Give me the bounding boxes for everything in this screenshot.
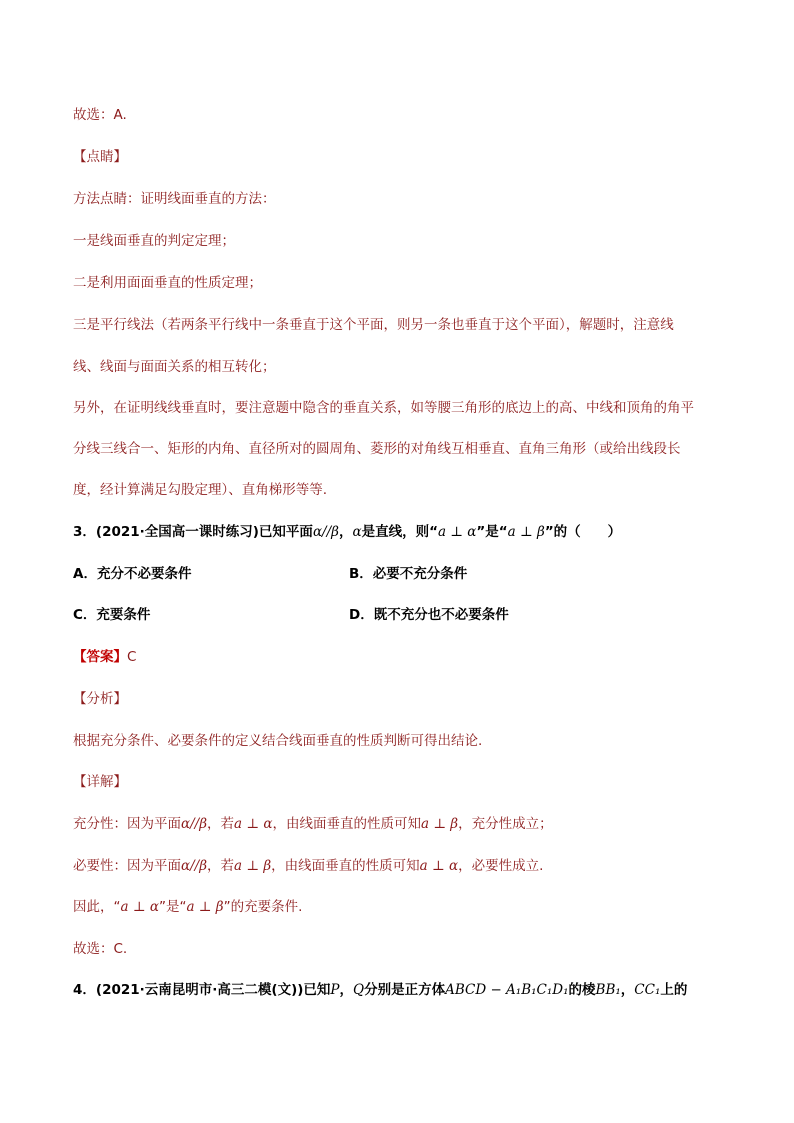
q3-cond2: a ⊥ β <box>507 524 545 540</box>
answer-label: 【答案】 <box>73 649 127 665</box>
q4-sep: ， <box>339 982 353 998</box>
question-4 <box>73 981 687 999</box>
q3-alpha-par-beta: α//β <box>312 524 339 540</box>
analysis-label: 【分析】 <box>73 691 127 707</box>
s3-text-c: ”的充要条件. <box>223 899 303 915</box>
option-a: A．充分不必要条件 <box>73 566 192 582</box>
analysis-text: 根据充分条件、必要条件的定义结合线面垂直的性质判断可得出结论. <box>73 733 483 749</box>
necessity-line <box>73 857 543 875</box>
note-line-3: 度，经计算满足勾股定理）、直角梯形等等. <box>73 482 328 498</box>
q3-alpha: α <box>352 524 362 540</box>
q4-prefix: 4．(2021·云南昆明市·高三二模(文))已知 <box>73 982 331 998</box>
option-b: B．必要不充分条件 <box>349 566 468 582</box>
option-d: D．既不充分也不必要条件 <box>349 607 509 623</box>
q4-suffix: 上的 <box>660 982 688 998</box>
s2-text-a: 必要性：因为平面 <box>73 858 181 874</box>
q4-mid2: 的棱 <box>568 982 596 998</box>
note-line-1: 另外，在证明线线垂直时，要注意题中隐含的垂直关系，如等腰三角形的底边上的高、中线和顶角的角平 <box>73 400 694 416</box>
s2-math-3: a ⊥ α <box>419 858 459 874</box>
s1-math-3: a ⊥ β <box>420 816 459 832</box>
s3-text-b: ”是“ <box>158 899 187 915</box>
solution-conclusion: 故选：A. <box>73 107 127 123</box>
s1-math-2: a ⊥ α <box>234 816 273 832</box>
q3-mid2: 是直线，则“ <box>361 524 438 540</box>
s1-text-b: ，若 <box>207 816 235 832</box>
q4-q: Q <box>353 982 365 998</box>
q4-cube: ABCD − A₁B₁C₁D₁ <box>445 982 569 998</box>
method-two: 二是利用面面垂直的性质定理； <box>73 275 262 291</box>
q4-sep2: ， <box>620 982 635 998</box>
q3-mid3: ”是“ <box>476 524 508 540</box>
s2-math-2: a ⊥ β <box>234 858 272 874</box>
q3-suffix: ”的（ ） <box>544 524 622 540</box>
option-c: C．充要条件 <box>73 607 151 623</box>
tip-label: 【点睛】 <box>73 149 127 165</box>
q4-mid: 分别是正方体 <box>364 982 446 998</box>
question-3 <box>73 523 621 541</box>
s2-text-d: ，必要性成立. <box>458 858 544 874</box>
method-three: 三是平行线法（若两条平行线中一条垂直于这个平面，则另一条也垂直于这个平面），解题时，注意线 <box>73 317 674 333</box>
s3-math-1: a ⊥ α <box>120 899 159 915</box>
final-choice: 故选：C. <box>73 941 128 957</box>
method-tip: 方法点睛：证明线面垂直的方法： <box>73 191 276 207</box>
q4-cc1: CC₁ <box>634 982 661 998</box>
conclusion-line <box>73 898 302 916</box>
method-three-cont: 线、线面与面面关系的相互转化； <box>73 359 276 375</box>
s3-text-a: 因此，“ <box>73 899 121 915</box>
answer-line <box>73 648 136 666</box>
s1-text-a: 充分性：因为平面 <box>73 816 181 832</box>
method-one: 一是线面垂直的判定定理； <box>73 233 235 249</box>
s2-text-b: ，若 <box>207 858 235 874</box>
q4-bb1: BB₁ <box>595 982 621 998</box>
answer-value: C <box>127 649 137 665</box>
q3-cond1: a ⊥ α <box>437 524 477 540</box>
detail-label: 【详解】 <box>73 774 127 790</box>
s1-math-1: α//β <box>181 816 208 832</box>
q3-mid1: ， <box>338 524 353 540</box>
q4-p: P <box>330 982 340 998</box>
s2-text-c: ，由线面垂直的性质可知 <box>271 858 420 874</box>
s2-math-1: α//β <box>181 858 208 874</box>
s3-math-2: a ⊥ β <box>186 899 224 915</box>
s1-text-d: ，充分性成立； <box>458 816 553 832</box>
sufficiency-line <box>73 815 553 833</box>
s1-text-c: ，由线面垂直的性质可知 <box>272 816 421 832</box>
note-line-2: 分线三线合一、矩形的内角、直径所对的圆周角、菱形的对角线互相垂直、直角三角形（或给出线段长 <box>73 441 681 457</box>
q3-prefix: 3．(2021·全国高一课时练习)已知平面 <box>73 524 313 540</box>
